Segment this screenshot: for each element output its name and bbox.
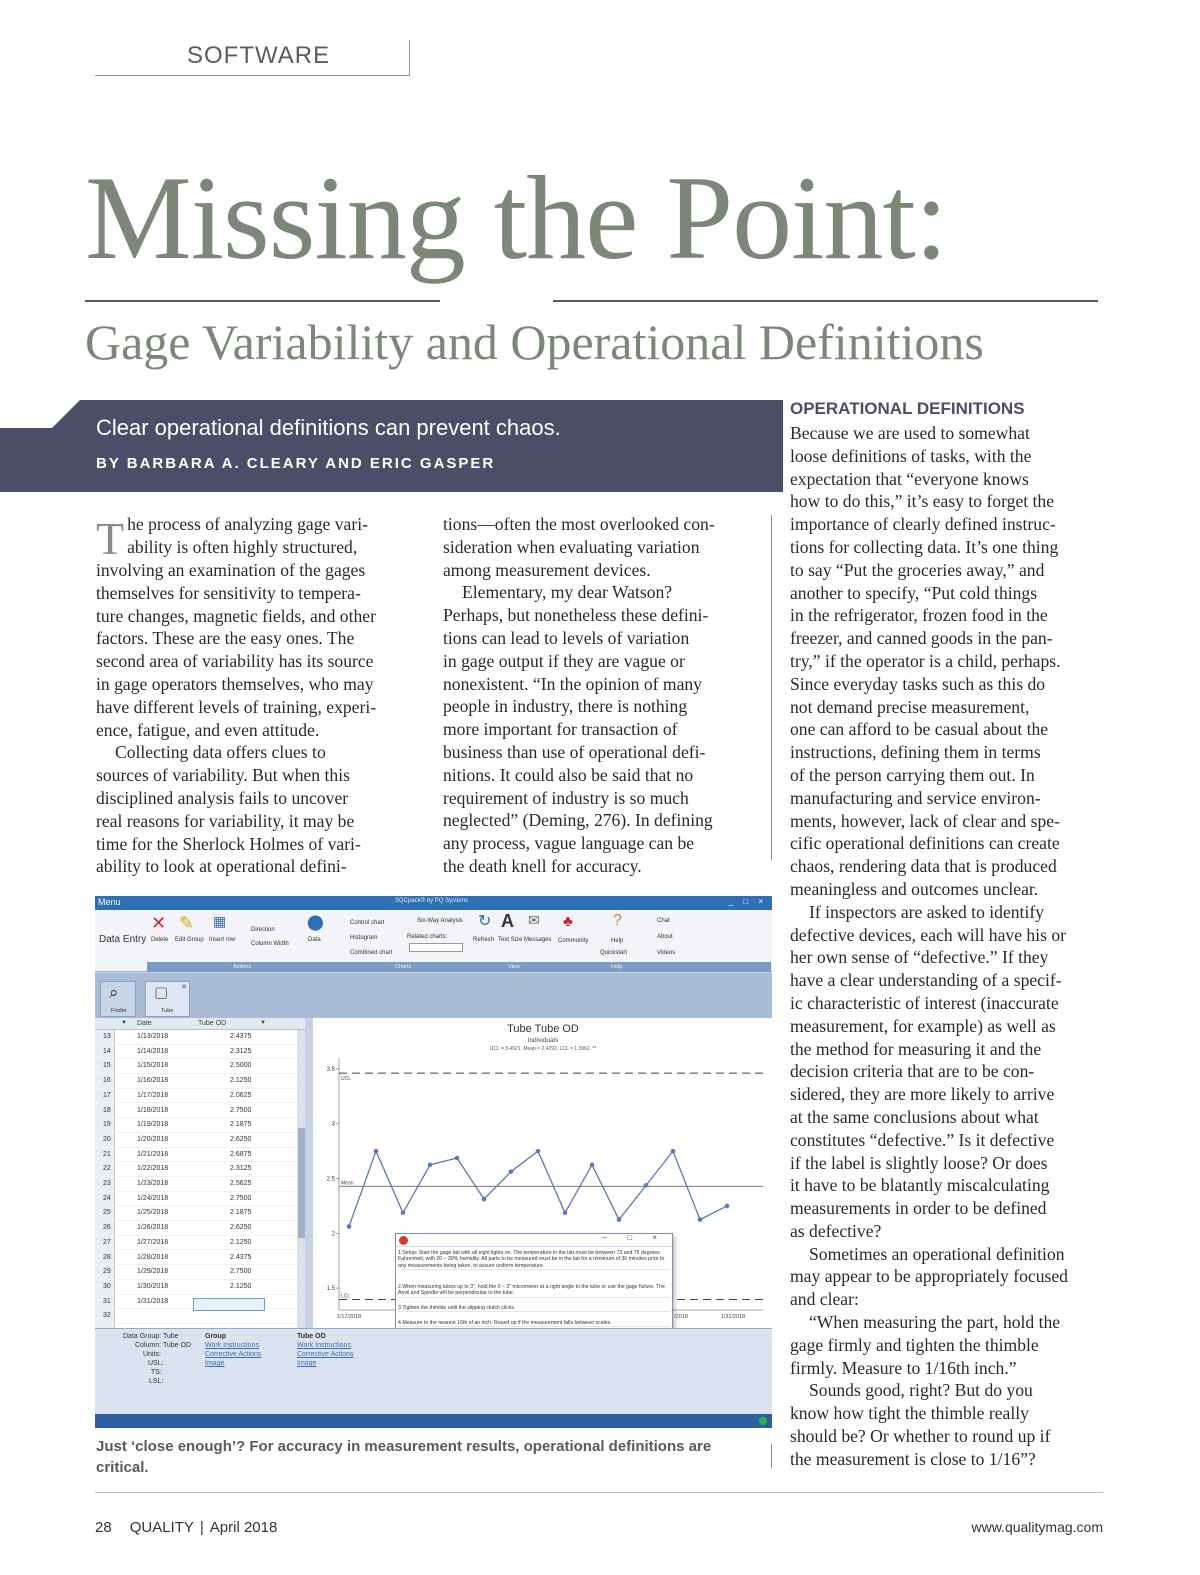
text-line: business than use of operational defi- bbox=[443, 741, 706, 762]
paragraph-1 bbox=[443, 513, 758, 581]
table-row[interactable] bbox=[95, 1030, 310, 1045]
finder-button[interactable] bbox=[100, 981, 136, 1017]
row-number: 29 bbox=[103, 1268, 111, 1276]
row-number: 24 bbox=[103, 1194, 111, 1202]
control-chart-button[interactable]: Control chart bbox=[350, 920, 385, 926]
finder-strip bbox=[95, 973, 772, 1018]
cell-date: 1/13/2018 bbox=[137, 1033, 169, 1040]
insert-row-icon[interactable]: ▦ bbox=[213, 913, 227, 929]
data-point bbox=[644, 1183, 649, 1188]
data-point bbox=[698, 1217, 703, 1222]
ribbon-label-data: Data bbox=[308, 937, 321, 943]
data-point bbox=[617, 1217, 622, 1222]
table-row[interactable] bbox=[95, 1177, 310, 1192]
row-number: 14 bbox=[103, 1047, 111, 1055]
text-line: if the label is slightly loose? Or does bbox=[790, 1152, 1048, 1173]
footer-url[interactable]: www.qualitymag.com bbox=[971, 1519, 1103, 1535]
text-line: nonexistent. “In the opinion of many bbox=[443, 673, 702, 694]
deck: Clear operational definitions can prevent chaos. bbox=[96, 415, 561, 440]
figure-caption: Just ‘close enough’? For accuracy in measurement results, operational definitions are critical. bbox=[96, 1438, 712, 1476]
table-row[interactable] bbox=[95, 1251, 310, 1266]
cell-date: 1/24/2018 bbox=[137, 1194, 169, 1202]
text-line: instructions, defining them in terms bbox=[790, 742, 1041, 763]
table-row[interactable] bbox=[95, 1162, 310, 1177]
footer-separator: | bbox=[199, 1519, 204, 1536]
text-line: tions for collecting data. It’s one thing bbox=[790, 536, 1059, 557]
row-number: 23 bbox=[103, 1180, 111, 1187]
text-line: he process of analyzing gage vari- bbox=[127, 514, 368, 534]
magnifier-icon: ⌕ bbox=[109, 983, 119, 1002]
ribbon-label-text-size: Text Size bbox=[498, 937, 523, 943]
text-line: meaningless and outcomes unclear. bbox=[790, 878, 1039, 899]
deck-banner bbox=[0, 400, 783, 492]
paragraph-1 bbox=[96, 513, 414, 741]
cell-date: 1/30/2018 bbox=[137, 1282, 169, 1290]
properties-panel bbox=[95, 1328, 772, 1414]
ribbon-label-insert-row: Insert row bbox=[209, 937, 236, 943]
row-number: 18 bbox=[103, 1106, 111, 1114]
cell-value: 2.0625 bbox=[230, 1091, 252, 1099]
text-line: chaos, rendering data that is produced bbox=[790, 856, 1057, 877]
table-row[interactable] bbox=[95, 1236, 310, 1251]
text-line: tions—often the most overlooked con- bbox=[443, 514, 715, 534]
tube-tab[interactable] bbox=[145, 981, 190, 1017]
data-point bbox=[428, 1163, 433, 1168]
text-line: as defective? bbox=[790, 1220, 882, 1241]
row-number: 30 bbox=[103, 1282, 111, 1290]
table-row[interactable] bbox=[95, 1265, 310, 1280]
paragraph-1 bbox=[790, 422, 1105, 901]
ribbon bbox=[95, 910, 772, 972]
selected-cell[interactable] bbox=[193, 1298, 265, 1311]
table-row[interactable] bbox=[95, 1089, 310, 1104]
group-work-instructions-link[interactable]: Work Instructions bbox=[205, 1342, 259, 1349]
x-tick-label: 1/17/2018 bbox=[336, 1314, 362, 1320]
cell-value: 2.6250 bbox=[230, 1135, 252, 1143]
ribbon-label-edit-group: Edit Group bbox=[175, 937, 204, 943]
table-row[interactable] bbox=[95, 1104, 310, 1119]
text-line: sources of variability. But when this bbox=[96, 765, 350, 786]
cell-value: 2.7500 bbox=[230, 1106, 252, 1114]
text-line: people in industry, there is nothing bbox=[443, 696, 688, 717]
text-line: it have to be blatantly miscalculating bbox=[790, 1175, 1050, 1196]
related-charts-select[interactable] bbox=[409, 943, 463, 952]
row-number: 28 bbox=[103, 1253, 111, 1261]
paragraph-2 bbox=[443, 581, 758, 877]
text-line: sideration when evaluating variation bbox=[443, 536, 700, 557]
column-3 bbox=[790, 422, 1105, 1471]
cell-value: 2.1875 bbox=[230, 1121, 252, 1129]
prop-data-group: Data Group: Tube bbox=[123, 1333, 179, 1340]
ribbon-group-actions: Actions bbox=[233, 964, 252, 970]
text-line: time for the Sherlock Holmes of vari- bbox=[96, 833, 361, 854]
column-header-tube-od[interactable]: Tube OD bbox=[198, 1020, 227, 1027]
text-line: ability is often highly structured, bbox=[127, 536, 358, 557]
cell-value: 2.3125 bbox=[230, 1047, 252, 1055]
text-line: disciplined analysis fails to uncover bbox=[96, 787, 349, 808]
instruction-step: 1.Setup: Start the gage lab with all eight lights on. The temperature in the lab must be between 73 and 75 degrees Fahrenheit, with 20 – 30% humidity. All parts to be measured must be in the lab for a minimum of 30 minutes prior to any measurements being taken, to assure uniform temperature. bbox=[398, 1250, 670, 1270]
videos-button[interactable]: Videos bbox=[657, 950, 676, 956]
cell-value: 2.6250 bbox=[230, 1224, 252, 1232]
column-1 bbox=[96, 513, 414, 878]
mean-label: Mean bbox=[341, 1180, 354, 1187]
text-line: Because we are used to somewhat bbox=[790, 423, 1030, 443]
text-size-icon[interactable]: A bbox=[501, 911, 514, 931]
dialog-header bbox=[396, 1234, 672, 1247]
data-point bbox=[590, 1163, 595, 1168]
row-number: 26 bbox=[103, 1224, 111, 1232]
messages-icon[interactable]: ✉ bbox=[528, 912, 540, 928]
chart-title: Tube Tube OD bbox=[507, 1023, 579, 1035]
text-line: and clear: bbox=[790, 1289, 859, 1310]
text-line: in gage output if they are vague or bbox=[443, 650, 685, 671]
cell-date: 1/18/2018 bbox=[137, 1106, 169, 1114]
instruction-step: 4.Measure to the nearest 16th of an inch. Round up if the measurement falls between scales. bbox=[398, 1320, 670, 1327]
filter-icon[interactable]: ▼ bbox=[260, 1020, 266, 1026]
table-row[interactable] bbox=[95, 1192, 310, 1207]
cell-date: 1/27/2018 bbox=[137, 1238, 169, 1246]
section-tab bbox=[95, 40, 410, 76]
grid-header bbox=[95, 1018, 310, 1030]
cell-value: 2.1250 bbox=[230, 1282, 252, 1290]
text-line: may appear to be appropriately focused bbox=[790, 1266, 1068, 1287]
text-line: have a clear understanding of a specif- bbox=[790, 970, 1062, 991]
text-line: ability to look at operational defini- bbox=[96, 856, 347, 877]
six-way-analysis-button[interactable]: Six-Way Analysis bbox=[417, 918, 463, 924]
cell-date: 1/26/2018 bbox=[137, 1224, 169, 1232]
table-row[interactable] bbox=[95, 1074, 310, 1089]
text-line: Sometimes an operational definition bbox=[809, 1243, 1065, 1264]
row-number: 15 bbox=[103, 1062, 111, 1070]
row-number: 32 bbox=[103, 1312, 111, 1320]
text-line: second area of variability has its source bbox=[96, 651, 374, 672]
y-tick-label: 2 bbox=[331, 1231, 335, 1238]
help-icon[interactable]: ? bbox=[613, 912, 622, 929]
text-line: more important for transaction of bbox=[443, 719, 678, 740]
cell-value: 2.5000 bbox=[230, 1062, 252, 1070]
document-icon: ▢ bbox=[154, 984, 169, 1001]
cell-date: 1/15/2018 bbox=[137, 1062, 169, 1070]
text-line: ence, fatigue, and even attitude. bbox=[96, 719, 320, 740]
text-line: requirement of industry is so much bbox=[443, 787, 689, 808]
ribbon-group-help: Help bbox=[611, 964, 623, 970]
paragraph-2 bbox=[790, 901, 1105, 1243]
window-title: SQCpack® by PQ Systems bbox=[395, 898, 469, 904]
app-logo-icon bbox=[399, 1236, 408, 1245]
data-icon[interactable]: ⬤ bbox=[307, 914, 324, 931]
text-line: “When measuring the part, hold the bbox=[809, 1312, 1061, 1333]
y-tick-label: 2.5 bbox=[326, 1176, 335, 1183]
footer-left bbox=[95, 1519, 277, 1536]
section-heading: OPERATIONAL DEFINITIONS bbox=[790, 399, 1025, 418]
title-rule-right bbox=[553, 300, 1098, 302]
cell-date: 1/31/2018 bbox=[137, 1297, 169, 1305]
text-line: one can afford to be casual about the bbox=[790, 719, 1049, 740]
data-point bbox=[374, 1149, 379, 1154]
row-number: 16 bbox=[103, 1077, 111, 1085]
cell-value: 2.5625 bbox=[230, 1180, 252, 1187]
column-2 bbox=[443, 513, 758, 878]
cell-date: 1/21/2018 bbox=[137, 1150, 169, 1158]
data-point bbox=[482, 1197, 487, 1202]
chat-button[interactable]: Chat bbox=[657, 918, 670, 924]
footer-rule bbox=[95, 1492, 1103, 1493]
text-line: decision criteria that are to be con- bbox=[790, 1061, 1035, 1082]
text-line: in the refrigerator, frozen food in the bbox=[790, 605, 1048, 626]
title-rule-left bbox=[85, 300, 440, 302]
text-line: defective devices, each will have his or bbox=[790, 924, 1067, 945]
section-label: SOFTWARE bbox=[187, 42, 331, 69]
text-line: have different levels of training, experi- bbox=[96, 696, 377, 717]
instruction-step: 3.Tighten the thimble until the slipping clutch clicks. bbox=[398, 1305, 670, 1312]
prop-column: Column: Tube OD bbox=[135, 1342, 192, 1349]
text-line: freezer, and canned goods in the pan- bbox=[790, 628, 1053, 649]
cell-date: 1/20/2018 bbox=[137, 1135, 169, 1143]
paragraph-3 bbox=[790, 1243, 1105, 1311]
cell-value: 2.7500 bbox=[230, 1194, 252, 1202]
text-line: ments, however, lack of clear and spe- bbox=[790, 810, 1060, 831]
data-point bbox=[455, 1156, 460, 1161]
window-controls[interactable]: _ □ × bbox=[728, 897, 767, 906]
text-line: loose definitions of tasks, with the bbox=[790, 445, 1032, 466]
byline: BY BARBARA A. CLEARY AND ERIC GASPER bbox=[96, 455, 496, 472]
column-heading: Tube OD bbox=[297, 1333, 326, 1340]
tube-tab-label: Tube bbox=[161, 1008, 174, 1014]
cell-value: 2.1875 bbox=[230, 1209, 252, 1217]
article-subtitle: Gage Variability and Operational Definitions bbox=[85, 314, 984, 370]
table-row[interactable] bbox=[95, 1309, 310, 1324]
table-row[interactable] bbox=[95, 1045, 310, 1060]
row-number: 22 bbox=[103, 1165, 111, 1173]
text-line: If inspectors are asked to identify bbox=[809, 901, 1044, 922]
row-number: 27 bbox=[103, 1238, 111, 1246]
text-line: try,” if the operator is a child, perhaps. bbox=[790, 650, 1061, 671]
instruction-step: 2.When measuring tubes up to 3", hold the 0 – 3" micrometer at a right angle to the tube or use the gage fixture. The Anvil and Spindle will be perpendicular to the tube. bbox=[398, 1284, 670, 1298]
column-rule bbox=[771, 515, 772, 860]
paragraph-5 bbox=[790, 1379, 1105, 1470]
cell-value: 2.3125 bbox=[230, 1165, 252, 1173]
text-line: not demand precise measurement, bbox=[790, 696, 1030, 717]
prop-units: Units: bbox=[143, 1351, 161, 1358]
cell-value: 2.6875 bbox=[230, 1150, 252, 1158]
data-point bbox=[509, 1169, 514, 1174]
text-line: her own sense of “defective.” If they bbox=[790, 947, 1049, 968]
x-tick-label: /2018 bbox=[674, 1314, 688, 1320]
cell-date: 1/16/2018 bbox=[137, 1077, 169, 1085]
quickstart-button[interactable]: Quickstart bbox=[600, 950, 628, 956]
table-row[interactable] bbox=[95, 1148, 310, 1163]
text-line: of the person carrying them out. In bbox=[790, 764, 1035, 785]
issue-date: April 2018 bbox=[209, 1519, 278, 1536]
text-line: should be? Or whether to round up if bbox=[790, 1426, 1051, 1447]
row-number: 19 bbox=[103, 1121, 111, 1129]
text-line: the death knell for accuracy. bbox=[443, 855, 642, 876]
text-line: any process, vague language can be bbox=[443, 833, 695, 854]
text-line: gage firmly and tighten the thimble bbox=[790, 1334, 1039, 1355]
ribbon-label-help: Help bbox=[611, 938, 624, 944]
ribbon-label-delete: Delete bbox=[151, 937, 169, 943]
ribbon-group-charts: Charts bbox=[395, 964, 412, 970]
ribbon-label-direction[interactable]: Direction bbox=[251, 927, 275, 933]
y-tick-label: 1.5 bbox=[326, 1286, 335, 1293]
data-point bbox=[671, 1149, 676, 1154]
text-line: Since everyday tasks such as this do bbox=[790, 673, 1046, 694]
text-line: neglected” (Deming, 276). In defining bbox=[443, 810, 713, 831]
ribbon-label-messages: Messages bbox=[524, 937, 552, 943]
text-line: themselves for sensitivity to tempera- bbox=[96, 582, 361, 603]
refresh-icon[interactable]: ↻ bbox=[478, 913, 492, 930]
table-row[interactable] bbox=[95, 1206, 310, 1221]
text-line: measurement, for example) as well as bbox=[790, 1015, 1056, 1036]
column-image-link[interactable]: Image bbox=[297, 1360, 317, 1367]
text-line: manufacturing and service environ- bbox=[790, 787, 1041, 808]
cell-date: 1/22/2018 bbox=[137, 1165, 169, 1173]
combined-chart-button[interactable]: Combined chart bbox=[350, 950, 393, 956]
text-line: involving an examination of the gages bbox=[96, 560, 366, 580]
prop-ts: TS: bbox=[151, 1369, 162, 1376]
lcl-label: LCL bbox=[341, 1293, 351, 1300]
text-line: constitutes “defective.” Is it defective bbox=[790, 1129, 1055, 1150]
table-row[interactable] bbox=[95, 1118, 310, 1133]
cell-date: 1/23/2018 bbox=[137, 1180, 169, 1187]
magazine-name: QUALITY bbox=[129, 1519, 194, 1536]
page-number: 28 bbox=[95, 1519, 112, 1536]
cell-date: 1/29/2018 bbox=[137, 1268, 169, 1276]
row-number: 17 bbox=[103, 1091, 111, 1099]
status-bar bbox=[95, 1414, 772, 1428]
chart-stats: UCL = 3.4621, Mean = 2.4292, LCL = 1.3962, ** bbox=[489, 1046, 597, 1052]
text-line: ic characteristic of interest (inaccurate bbox=[790, 992, 1059, 1013]
data-point bbox=[347, 1224, 352, 1229]
column-work-instructions-link[interactable]: Work Instructions bbox=[297, 1342, 351, 1349]
data-point bbox=[536, 1149, 541, 1154]
cell-value: 2.4375 bbox=[230, 1033, 252, 1040]
filter-icon[interactable]: ▼ bbox=[121, 1020, 127, 1026]
about-button[interactable]: About bbox=[657, 934, 673, 940]
text-line: Sounds good, right? But do you bbox=[809, 1380, 1033, 1401]
text-line: know how tight the thimble really bbox=[790, 1403, 1029, 1424]
cell-date: 1/19/2018 bbox=[137, 1121, 169, 1129]
paragraph-2 bbox=[96, 741, 414, 878]
text-line: tions can lead to levels of variation bbox=[443, 627, 690, 648]
cell-value: 2.1250 bbox=[230, 1238, 252, 1246]
data-entry-tab[interactable]: Data Entry bbox=[99, 934, 147, 945]
edit-group-icon[interactable]: ✎ bbox=[179, 913, 195, 933]
app-titlebar bbox=[95, 896, 772, 910]
text-line: real reasons for variability, it may be bbox=[96, 810, 355, 831]
data-point bbox=[401, 1210, 406, 1215]
table-row[interactable] bbox=[95, 1059, 310, 1074]
text-line: measurements in order to be defined bbox=[790, 1198, 1047, 1219]
article-title: Missing the Point: bbox=[85, 151, 948, 284]
text-line: sidered, they are more likely to arrive bbox=[790, 1084, 1055, 1105]
text-line: Collecting data offers clues to bbox=[115, 742, 326, 763]
cell-value: 2.7500 bbox=[230, 1268, 252, 1276]
text-line: at the same conclusions about what bbox=[790, 1106, 1039, 1127]
histogram-button[interactable]: Histogram bbox=[350, 935, 378, 941]
cell-date: 1/28/2018 bbox=[137, 1253, 169, 1261]
text-line: importance of clearly defined instruc- bbox=[790, 514, 1056, 535]
data-point bbox=[725, 1204, 730, 1209]
text-line: Perhaps, but nonetheless these defini- bbox=[443, 605, 709, 626]
text-line: the method for measuring it and the bbox=[790, 1038, 1042, 1059]
group-image-link[interactable]: Image bbox=[205, 1360, 225, 1367]
row-number: 25 bbox=[103, 1209, 111, 1217]
ribbon-group-view: View bbox=[508, 964, 520, 970]
ribbon-label-column-width[interactable]: Column Width bbox=[251, 941, 289, 947]
text-line: factors. These are the easy ones. The bbox=[96, 628, 355, 649]
row-number: 13 bbox=[103, 1033, 111, 1040]
close-icon[interactable]: ✕ bbox=[181, 984, 187, 991]
text-line: nitions. It could also be said that no bbox=[443, 764, 694, 785]
prop-usl: USL: bbox=[148, 1360, 164, 1367]
cell-value: 2.4375 bbox=[230, 1253, 252, 1261]
cell-value: 2.1250 bbox=[230, 1077, 252, 1085]
data-grid bbox=[95, 1018, 310, 1328]
row-number: 21 bbox=[103, 1150, 111, 1158]
table-row[interactable] bbox=[95, 1133, 310, 1148]
drop-cap: T bbox=[96, 513, 125, 564]
splitter[interactable] bbox=[305, 1018, 313, 1328]
y-tick-label: 3.5 bbox=[326, 1066, 335, 1073]
dialog-controls[interactable]: – □ × bbox=[602, 1233, 666, 1242]
text-line: in gage operators themselves, who may bbox=[96, 673, 374, 694]
text-line: among measurement devices. bbox=[443, 559, 651, 580]
column-corrective-actions-link[interactable]: Corrective Actions bbox=[297, 1351, 354, 1358]
related-charts-label: Related charts: bbox=[407, 934, 448, 940]
text-line: firmly. Measure to 1/16th inch.” bbox=[790, 1357, 1017, 1378]
cell-date: 1/14/2018 bbox=[137, 1047, 169, 1055]
paragraph-4 bbox=[790, 1311, 1105, 1379]
cell-date: 1/25/2018 bbox=[137, 1209, 169, 1217]
ribbon-label-community: Community bbox=[558, 938, 589, 944]
delete-icon[interactable]: ✕ bbox=[151, 913, 167, 933]
chart-subtitle: Individuals bbox=[527, 1037, 559, 1044]
text-line: how to do this,” it’s easy to forget the bbox=[790, 491, 1055, 512]
text-line: Elementary, my dear Watson? bbox=[462, 582, 673, 603]
ucl-label: UCL bbox=[341, 1076, 352, 1083]
community-icon[interactable]: ♣ bbox=[563, 913, 573, 930]
text-line: another to specify, “Put cold things bbox=[790, 582, 1038, 603]
menu-button[interactable]: Menu bbox=[98, 897, 121, 907]
text-line: to say “Put the groceries away,” and bbox=[790, 559, 1045, 580]
group-corrective-actions-link[interactable]: Corrective Actions bbox=[205, 1351, 262, 1358]
group-heading: Group bbox=[205, 1333, 226, 1340]
column-header-date[interactable]: Date bbox=[137, 1020, 152, 1027]
cell-date: 1/17/2018 bbox=[137, 1091, 169, 1099]
software-screenshot bbox=[95, 896, 772, 1428]
finder-label: Finder bbox=[111, 1008, 127, 1014]
row-number: 31 bbox=[103, 1297, 111, 1305]
y-tick-label: 3 bbox=[331, 1121, 335, 1128]
prop-lsl: LSL: bbox=[149, 1378, 164, 1385]
text-line: cific operational definitions can create bbox=[790, 833, 1060, 854]
text-line: the measurement is close to 1/16”? bbox=[790, 1448, 1036, 1469]
text-line: ture changes, magnetic fields, and other bbox=[96, 605, 376, 626]
table-row[interactable] bbox=[95, 1280, 310, 1295]
status-indicator-icon bbox=[759, 1417, 767, 1425]
series-line bbox=[349, 1151, 727, 1226]
row-number: 20 bbox=[103, 1135, 111, 1143]
column-rule-bottom bbox=[771, 1444, 772, 1468]
table-row[interactable] bbox=[95, 1221, 310, 1236]
ribbon-label-refresh: Refresh bbox=[473, 937, 495, 943]
text-line: expectation that “everyone knows bbox=[790, 468, 1029, 489]
data-point bbox=[563, 1210, 568, 1215]
x-tick-label: 1/31/2018 bbox=[720, 1314, 746, 1320]
